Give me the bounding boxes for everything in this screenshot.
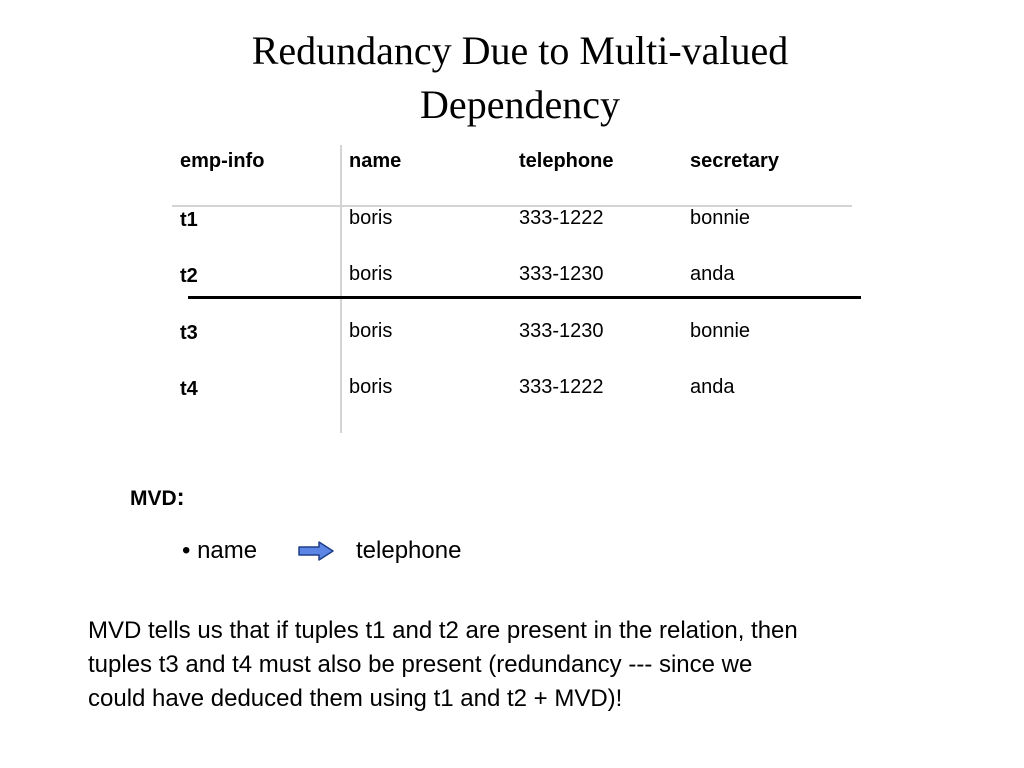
cell-t4-secretary: anda bbox=[690, 376, 735, 398]
row-label-t2: t2 bbox=[180, 265, 198, 287]
mvd-lhs: • name bbox=[182, 537, 258, 564]
explanation-text bbox=[88, 614, 968, 716]
header-secretary: secretary bbox=[690, 150, 779, 172]
cell-t2-telephone: 333-1230 bbox=[519, 263, 604, 285]
row-label-t1: t1 bbox=[180, 209, 198, 231]
tuple-separator-line bbox=[188, 296, 861, 299]
header-telephone: telephone bbox=[519, 150, 614, 172]
cell-t1-telephone: 333-1222 bbox=[519, 207, 604, 229]
header-name: name bbox=[349, 150, 402, 172]
right-arrow-icon bbox=[298, 539, 334, 569]
mvd-heading-colon: : bbox=[176, 484, 185, 511]
slide-title bbox=[0, 24, 1024, 132]
title-line-1: Redundancy Due to Multi-valued bbox=[251, 28, 789, 73]
column-divider bbox=[340, 145, 342, 433]
explanation-line-3: could have deduced them using t1 and t2 + MVD)! bbox=[88, 685, 623, 712]
cell-t3-secretary: bonnie bbox=[690, 320, 751, 342]
cell-t1-secretary: bonnie bbox=[690, 207, 751, 229]
mvd-heading-text: MVD bbox=[130, 487, 177, 510]
emp-info-table bbox=[172, 140, 862, 432]
cell-t2-secretary: anda bbox=[690, 263, 735, 285]
cell-t3-name: boris bbox=[349, 320, 393, 342]
cell-t2-name: boris bbox=[349, 263, 393, 285]
cell-t1-name: boris bbox=[349, 207, 393, 229]
cell-t4-telephone: 333-1222 bbox=[519, 376, 604, 398]
header-emp-info: emp-info bbox=[180, 150, 265, 172]
row-label-t4: t4 bbox=[180, 378, 198, 400]
title-line-2: Dependency bbox=[420, 82, 620, 127]
explanation-line-1: MVD tells us that if tuples t1 and t2 are present in the relation, then bbox=[88, 617, 798, 644]
row-label-t3: t3 bbox=[180, 322, 198, 344]
explanation-line-2: tuples t3 and t4 must also be present (redundancy --- since we bbox=[88, 651, 753, 678]
mvd-heading bbox=[130, 484, 185, 513]
mvd-rhs: telephone bbox=[356, 537, 462, 564]
cell-t4-name: boris bbox=[349, 376, 393, 398]
cell-t3-telephone: 333-1230 bbox=[519, 320, 604, 342]
